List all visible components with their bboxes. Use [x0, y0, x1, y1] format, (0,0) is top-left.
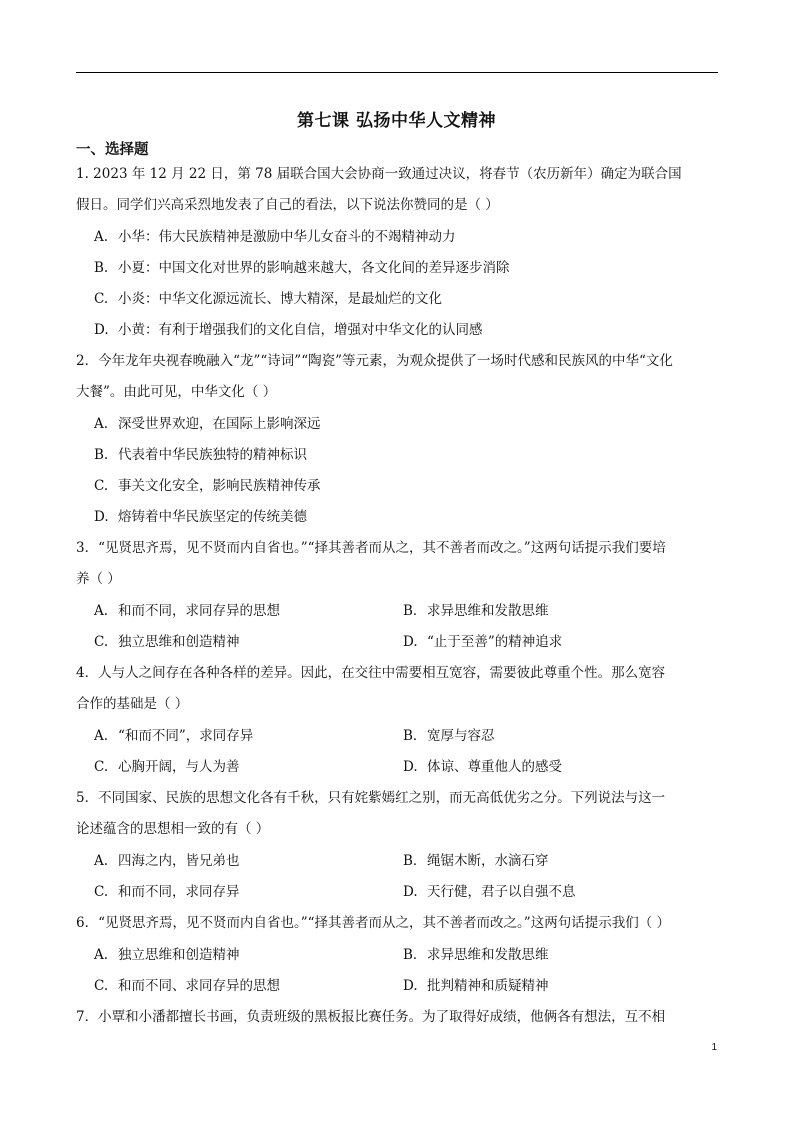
header-rule	[76, 72, 718, 73]
question-line: 1. 2023 年 12 月 22 日，第 78 届联合国大会协商一致通过决议，将春节（农历新年）确定为联合国	[76, 166, 682, 182]
option-3a[interactable]: A. 和而不同，求同存异的思想	[94, 603, 280, 619]
option-6a[interactable]: A. 独立思维和创造精神	[94, 947, 240, 963]
option-1a[interactable]: A. 小华：伟大民族精神是激励中华儿女奋斗的不竭精神动力	[94, 229, 456, 245]
option-1b[interactable]: B. 小夏：中国文化对世界的影响越来越大，各文化间的差异逐步消除	[94, 260, 510, 276]
question-line: 合作的基础是（ ）	[76, 696, 189, 712]
option-2c[interactable]: C. 事关文化安全，影响民族精神传承	[94, 478, 321, 494]
question-3	[76, 533, 718, 595]
question-line: 论述蕴含的思想相一致的有（ ）	[76, 821, 270, 837]
option-4c[interactable]: C. 心胸开阔，与人为善	[94, 759, 240, 775]
option-4a[interactable]: A. “和而不同”，求同存异	[94, 728, 254, 744]
question-line: 6．“见贤思齐焉，见不贤而内自省也。”“择其善者而从之，其不善者而改之。”这两句话提示我们（ ）	[76, 915, 670, 931]
option-5d[interactable]: D. 天行健，君子以自强不息	[403, 884, 576, 900]
question-line: 养（ ）	[76, 571, 121, 587]
option-1d[interactable]: D. 小黄：有利于增强我们的文化自信，增强对中华文化的认同感	[94, 322, 483, 338]
question-line: 大餐”。由此可见，中华文化（ ）	[76, 384, 277, 400]
page-number: 1	[711, 1042, 717, 1053]
option-4d[interactable]: D. 体谅、尊重他人的感受	[403, 759, 562, 775]
option-3d[interactable]: D. “止于至善”的精神追求	[403, 634, 563, 650]
question-2	[76, 346, 718, 408]
section-heading: 一、选择题	[76, 142, 149, 158]
question-5	[76, 783, 718, 845]
question-line: 假日。同学们兴高采烈地发表了自己的看法，以下说法你赞同的是（ ）	[76, 197, 499, 213]
question-7	[76, 1002, 718, 1033]
question-line: 3．“见贤思齐焉，见不贤而内自省也。”“择其善者而从之，其不善者而改之。”这两句话提示我们要培	[76, 540, 666, 556]
option-6c[interactable]: C. 和而不同、求同存异的思想	[94, 978, 280, 994]
option-2d[interactable]: D. 熔铸着中华民族坚定的传统美德	[94, 509, 307, 525]
question-line: 5．不同国家、民族的思想文化各有千秋，只有姹紫嫣红之别，而无高低优劣之分。下列说法与这一	[76, 790, 666, 806]
option-5c[interactable]: C. 和而不同，求同存异	[94, 884, 240, 900]
option-3b[interactable]: B．求异思维和发散思维	[403, 603, 549, 619]
question-1	[76, 159, 718, 221]
option-1c[interactable]: C. 小炎：中华文化源远流长、博大精深，是最灿烂的文化	[94, 291, 442, 307]
option-5a[interactable]: A. 四海之内，皆兄弟也	[94, 853, 240, 869]
option-6b[interactable]: B．求异思维和发散思维	[403, 947, 549, 963]
option-3c[interactable]: C. 独立思维和创造精神	[94, 634, 240, 650]
question-6	[76, 908, 718, 939]
option-2a[interactable]: A. 深受世界欢迎，在国际上影响深远	[94, 416, 321, 432]
option-5b[interactable]: B．绳锯木断，水滴石穿	[403, 853, 549, 869]
page-title: 第七课 弘扬中华人文精神	[297, 111, 496, 131]
option-4b[interactable]: B．宽厚与容忍	[403, 728, 495, 744]
option-2b[interactable]: B. 代表着中华民族独特的精神标识	[94, 447, 307, 463]
question-line: 7．小覃和小潘都擅长书画，负责班级的黑板报比赛任务。为了取得好成绩，他俩各有想法，互不相	[76, 1009, 666, 1025]
option-6d[interactable]: D. 批判精神和质疑精神	[403, 978, 549, 994]
question-line: 4．人与人之间存在各种各样的差异。因此，在交往中需要相互宽容，需要彼此尊重个性。那么宽容	[76, 665, 666, 681]
question-4	[76, 658, 718, 720]
question-line: 2．今年龙年央视春晚融入“龙”“诗词”“陶瓷”等元素，为观众提供了一场时代感和民族风的中华“文化	[76, 353, 673, 369]
